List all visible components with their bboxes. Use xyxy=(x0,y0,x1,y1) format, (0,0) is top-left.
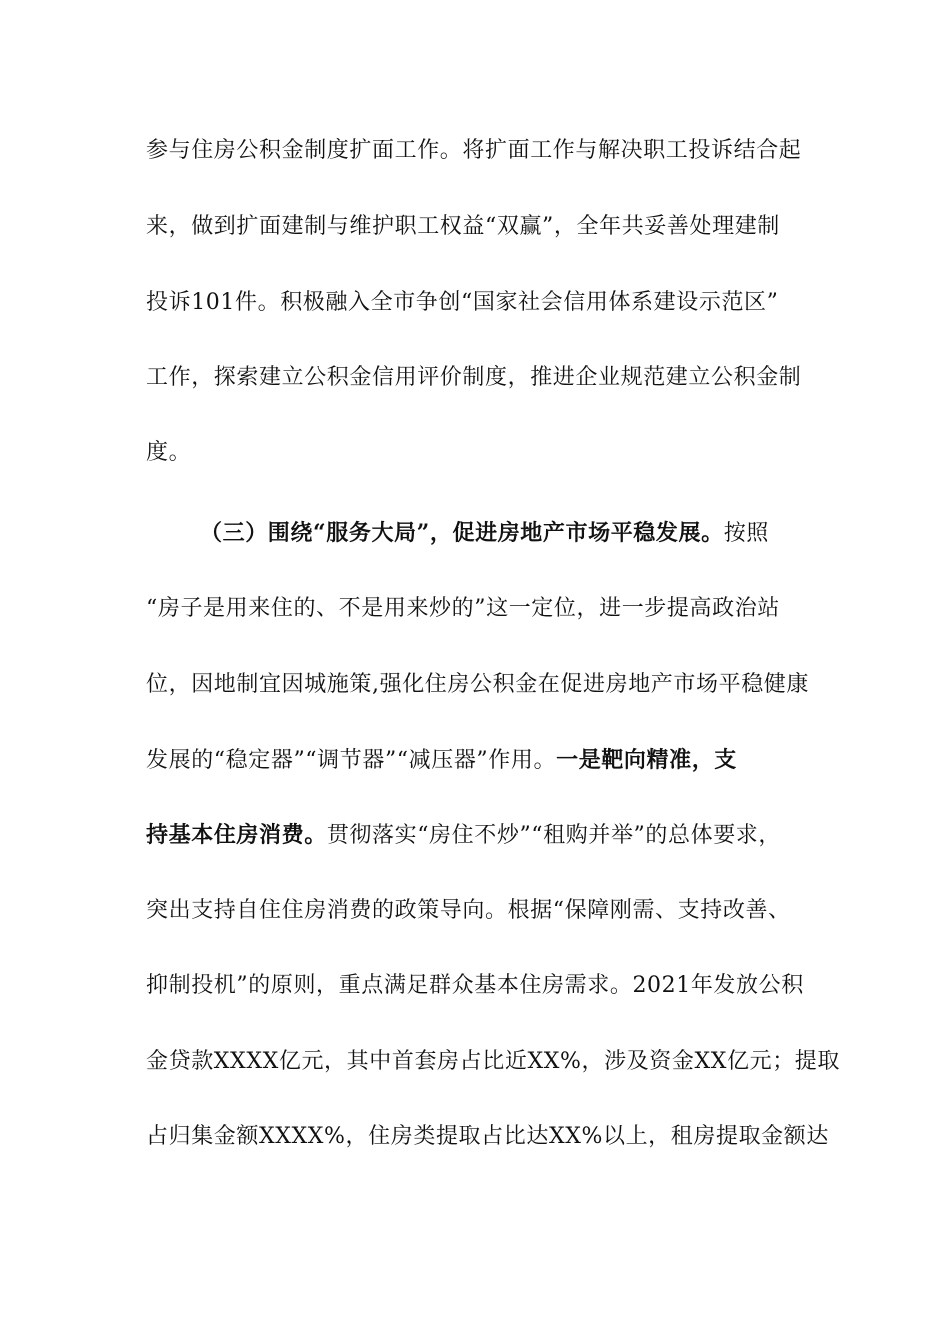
text-span: 来，做到扩面建制与维护职工权益“双赢”，全年共妥善处理建制 xyxy=(146,214,780,239)
text-line-13 xyxy=(146,1047,840,1077)
text-line-5 xyxy=(146,438,191,468)
text-span: 位，因地制宜因城施策,强化住房公积金在促进房地产市场平稳健康 xyxy=(146,672,809,697)
text-line-7 xyxy=(146,594,780,624)
text-line-1 xyxy=(146,136,801,166)
text-span: 度。 xyxy=(146,440,192,465)
text-span: 占归集金额XXXX%，住房类提取占比达XX%以上，租房提取金额达 xyxy=(146,1124,829,1149)
text-span: 投诉101件。积极融入全市争创“国家社会信用体系建设示范区” xyxy=(146,290,779,315)
bold-phrase: 一是靶向精准，支 xyxy=(556,747,737,773)
text-line-14 xyxy=(146,1122,829,1152)
section-heading-line xyxy=(200,518,769,549)
text-span: “房子是用来住的、不是用来炒的”这一定位，进一步提高政治站 xyxy=(146,596,780,621)
text-span: 突出支持自住住房消费的政策导向。根据“保障刚需、支持改善、 xyxy=(146,898,791,923)
text-line-8 xyxy=(146,670,809,700)
text-line-4 xyxy=(146,363,801,393)
text-span: 贯彻落实“房住不炒”“租购并举”的总体要求， xyxy=(326,823,782,848)
section-heading: （三）围绕“服务大局”，促进房地产市场平稳发展。 xyxy=(200,520,724,546)
text-span: 参与住房公积金制度扩面工作。将扩面工作与解决职工投诉结合起 xyxy=(146,138,802,163)
text-line-10 xyxy=(146,820,781,851)
text-span: 金贷款XXXX亿元，其中首套房占比近XX%，涉及资金XX亿元；提取 xyxy=(146,1049,841,1074)
text-line-12 xyxy=(146,971,804,1001)
text-line-3 xyxy=(146,288,779,318)
text-span: 按照 xyxy=(723,521,769,546)
text-span: 工作，探索建立公积金信用评价制度，推进企业规范建立公积金制 xyxy=(146,365,802,390)
text-line-2 xyxy=(146,212,780,242)
bold-phrase: 持基本住房消费。 xyxy=(146,822,327,848)
text-span: 抑制投机”的原则，重点满足群众基本住房需求。2021年发放公积 xyxy=(146,973,804,998)
text-span: 发展的“稳定器”“调节器”“减压器”作用。 xyxy=(146,748,557,773)
text-line-11 xyxy=(146,896,791,926)
text-line-9 xyxy=(146,745,737,776)
